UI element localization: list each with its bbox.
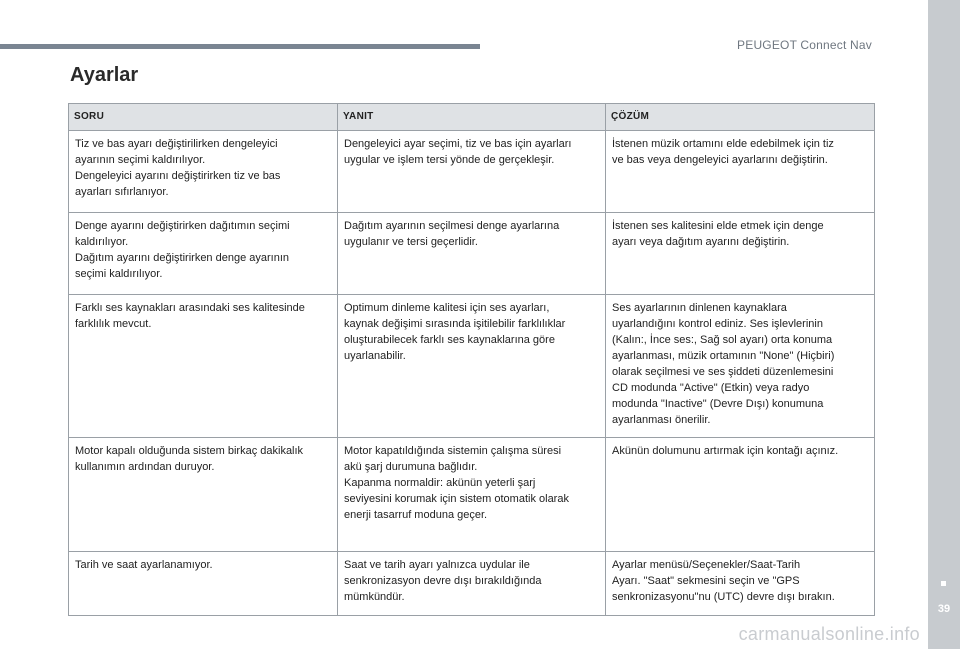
troubleshooting-table — [68, 103, 875, 616]
page-marker-icon — [941, 581, 946, 586]
answer-cell — [338, 552, 606, 616]
table-row — [69, 131, 875, 213]
answer-text: Optimum dinleme kalitesi için ses ayarları, kaynak değişimi sırasında işitilebilir farklılıklar oluşturabilecek farklı ses kaynaklarına göre uyarlanabilir. — [344, 302, 566, 362]
page-number: 39 — [937, 603, 951, 615]
table-row — [69, 213, 875, 295]
table-row — [69, 295, 875, 438]
solution-text: İstenen müzik ortamını elde edebilmek için tiz ve bas veya dengeleyici ayarlarını değiştirin. — [612, 138, 834, 166]
page-title: Ayarlar — [70, 64, 139, 86]
solution-text: Akünün dolumunu artırmak için kontağı açınız. — [612, 445, 839, 457]
solution-cell — [606, 552, 875, 616]
brand-label: PEUGEOT Connect Nav — [737, 38, 872, 52]
solution-text: İstenen ses kalitesini elde etmek için denge ayarı veya dağıtım ayarını değiştirin. — [612, 220, 824, 248]
solution-text: Ses ayarlarının dinlenen kaynaklara uyarlandığını kontrol ediniz. Ses işlevlerinin (Kalın:, İnce ses:, Sağ sol ayarı) orta konuma ayarlanması, müzik ortamının "None" (Hiçbiri) olarak seçilmesi ve ses şiddeti düzenlemesini CD modunda "Active" (Etkin) veya radyo modunda "Inactive" (Devre Dışı) konumuna ayarlanması önerilir. — [612, 302, 835, 426]
answer-text: Motor kapatıldığında sistemin çalışma süresi akü şarj durumuna bağlıdır. Kapanma normaldir: akünün yeterli şarj seviyesini korumak için sistem otomatik olarak enerji tasarruf moduna geçer. — [344, 445, 569, 521]
solution-cell — [606, 438, 875, 552]
header-accent-bar — [0, 44, 480, 49]
question-cell — [69, 131, 338, 213]
answer-text: Saat ve tarih ayarı yalnızca uydular ile senkronizasyon devre dışı bırakıldığında mümkündür. — [344, 559, 542, 603]
table-row — [69, 552, 875, 616]
question-text: Tarih ve saat ayarlanamıyor. — [75, 559, 213, 571]
answer-cell — [338, 213, 606, 295]
question-cell — [69, 438, 338, 552]
column-header-solution: ÇÖZÜM — [606, 104, 875, 131]
question-text: Denge ayarını değiştirirken dağıtımın seçimi kaldırılıyor. Dağıtım ayarını değiştirirken denge ayarının seçimi kaldırılıyor. — [75, 220, 290, 280]
answer-text: Dağıtım ayarının seçilmesi denge ayarlarına uygulanır ve tersi geçerlidir. — [344, 220, 560, 248]
answer-cell — [338, 131, 606, 213]
answer-cell — [338, 295, 606, 438]
solution-cell — [606, 213, 875, 295]
question-cell — [69, 552, 338, 616]
solution-cell — [606, 295, 875, 438]
column-header-question: SORU — [69, 104, 338, 131]
solution-cell — [606, 131, 875, 213]
question-cell — [69, 295, 338, 438]
question-text: Farklı ses kaynakları arasındaki ses kalitesinde farklılık mevcut. — [75, 302, 305, 330]
table-row — [69, 438, 875, 552]
column-header-answer: YANIT — [338, 104, 606, 131]
table-header-row — [69, 104, 875, 131]
answer-text: Dengeleyici ayar seçimi, tiz ve bas için ayarları uygular ve işlem tersi yönde de gerçekleşir. — [344, 138, 572, 166]
question-cell — [69, 213, 338, 295]
page-side-strip — [928, 0, 960, 649]
answer-cell — [338, 438, 606, 552]
question-text: Tiz ve bas ayarı değiştirilirken dengeleyici ayarının seçimi kaldırılıyor. Dengeleyici ayarını değiştirirken tiz ve bas ayarları sıfırlanıyor. — [75, 138, 281, 198]
solution-text: Ayarlar menüsü/Seçenekler/Saat-Tarih Ayarı. "Saat" sekmesini seçin ve "GPS senkronizasyonu"nu (UTC) devre dışı bırakın. — [612, 559, 835, 603]
question-text: Motor kapalı olduğunda sistem birkaç dakikalık kullanımın ardından duruyor. — [75, 445, 304, 473]
watermark: carmanualsonline.info — [738, 624, 920, 644]
